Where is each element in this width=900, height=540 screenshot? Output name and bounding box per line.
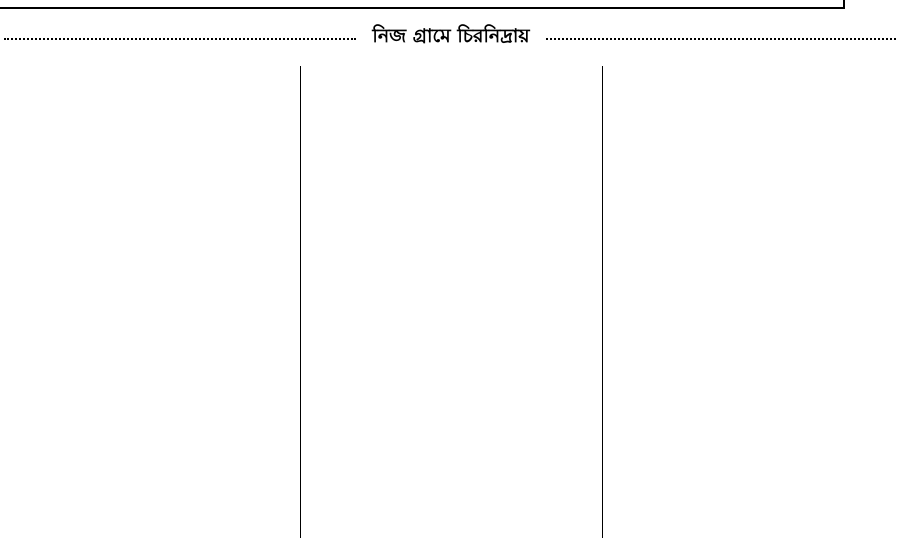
article-headline: নিজ গ্রামে চিরনিদ্রায়	[372, 25, 530, 47]
article-column-3	[608, 66, 896, 538]
article-column-2	[306, 66, 596, 538]
headline-band	[0, 18, 900, 60]
article-column-1	[4, 66, 294, 538]
column-divider	[300, 66, 301, 538]
headline-dotted-rule-left	[4, 38, 356, 40]
headline-dotted-rule-right	[546, 38, 896, 40]
article-body	[4, 66, 896, 538]
top-border-rule	[0, 0, 845, 9]
column-divider	[602, 66, 603, 538]
